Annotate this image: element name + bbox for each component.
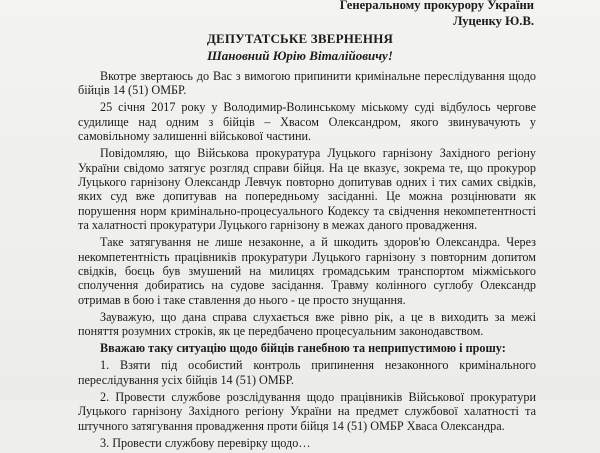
paragraph-request-heading: Вважаю таку ситуацію щодо бійців ганебною та неприпустимою і прошу: xyxy=(100,341,506,356)
addressee-position: Генеральному прокурору України xyxy=(339,0,534,12)
request-item-1: 1. Взяти під особистий контроль припинення незаконного кримінального переслідування усіх бійців 14 (51) ОМБР. xyxy=(78,358,536,387)
paragraph-prosecutor-delay: Повідомляю, що Військова прокуратура Луцького гарнізону Західного регіону України свідомо затягує розгляд справи бійця. На це вказує, зокрема те, що прокурор Луцького гарнізону Олександр Левчук повторно допитував одних і тих самих свідків, яких суд вже допитував на попередньому засіданні. Це можна розцінювати як порушення норм кримінально-процесуального Кодексу та свідчення некомпетентності та халатності прокуратури Луцького гарнізону в межах даного провадження. xyxy=(78,146,536,233)
salutation: Шановний Юрію Віталійовичу! xyxy=(207,48,393,63)
document-body xyxy=(78,69,536,453)
addressee-block xyxy=(340,0,534,29)
paragraph-court-hearing: 25 січня 2017 року у Володимир-Волинському міському суді відбулось чергове судилище над одним з бійців – Хвасом Олександром, якого звинувачують у самовільному залишенні військової частини. xyxy=(78,100,536,144)
paragraph-intro: Вкотре звертаюсь до Вас з вимогою припинити кримінальне переслідування щодо бійців 14 (51) ОМБР. xyxy=(78,69,536,98)
request-item-2: 2. Провести службове розслідування щодо працівників Військової прокуратури Луцького гарнізону Західного регіону України на предмет службової халатності та штучного затягування провадження проти бійця 14 (51) ОМБР Хваса Олександра. xyxy=(78,389,536,433)
document-title: ДЕПУТАТСЬКЕ ЗВЕРНЕННЯ xyxy=(206,31,394,46)
addressee-name: Луценку Ю.В. xyxy=(453,14,534,28)
paragraph-health: Таке затягування не лише незаконне, а й шкодить здоров'ю Олександра. Через некомпетентність працівників прокуратури Луцького гарнізону з повторним допитом свідків, боєць був змушений на милицях громадським транспортом міжміського сполучення добиратись на судове засідання. Травму колінного суглобу Олександр отримав в бою і таке ставлення до нього - це просто знущання. xyxy=(78,235,536,307)
paragraph-duration: Зауважую, що дана справа слухається вже рівно рік, а це в виходить за межі поняття розумних строків, як це передбачено процесуальним законодавством. xyxy=(78,309,536,339)
request-item-3: 3. Провести службову перевірку щодо… xyxy=(100,435,311,450)
